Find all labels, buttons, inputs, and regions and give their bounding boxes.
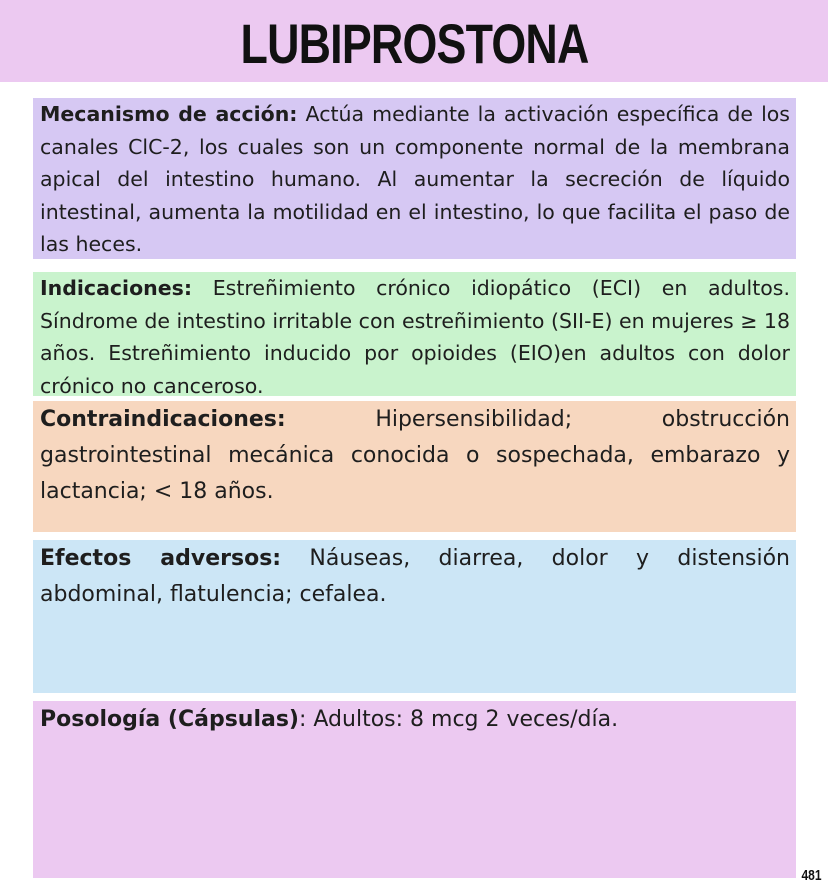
section-posologia <box>33 701 796 878</box>
section-label: Indicaciones: <box>40 276 193 300</box>
section-efectos-adversos <box>33 540 796 693</box>
section-text: Hipersensibilidad; obstrucción gastrointestinal mecánica conocida o sospechada, embarazo y lactancia; < 18 años. <box>40 407 790 504</box>
section-text: : Adultos: 8 mcg 2 veces/día. <box>298 707 619 732</box>
section-label: Contraindicaciones: <box>40 407 286 432</box>
page-number: 481 <box>801 867 822 884</box>
title-banner <box>0 0 828 82</box>
section-label: Efectos adversos: <box>40 546 282 571</box>
page-title: LUBIPROSTONA <box>240 11 588 75</box>
section-indicaciones <box>33 272 796 396</box>
section-mecanismo-de-accion <box>33 98 796 259</box>
section-label: Posología (Cápsulas) <box>40 707 299 732</box>
section-text: Actúa mediante la activación específica de los canales ClC-2, los cuales son un componente normal de la membrana apical del intestino humano. Al aumentar la secreción de líquido intestinal, aumenta la motilidad en el intestino, lo que facilita el paso de las heces. <box>40 102 790 256</box>
section-text: Estreñimiento crónico idiopático (ECI) en adultos. Síndrome de intestino irritable con estreñimiento (SII-E) en mujeres ≥ 18 años. Estreñimiento inducido por opioides (EIO)en adultos con dolor crónico no canceroso. <box>40 276 790 398</box>
section-label: Mecanismo de acción: <box>40 102 298 126</box>
section-contraindicaciones <box>33 401 796 532</box>
section-text: Náuseas, diarrea, dolor y distensión abdominal, flatulencia; cefalea. <box>40 546 790 607</box>
